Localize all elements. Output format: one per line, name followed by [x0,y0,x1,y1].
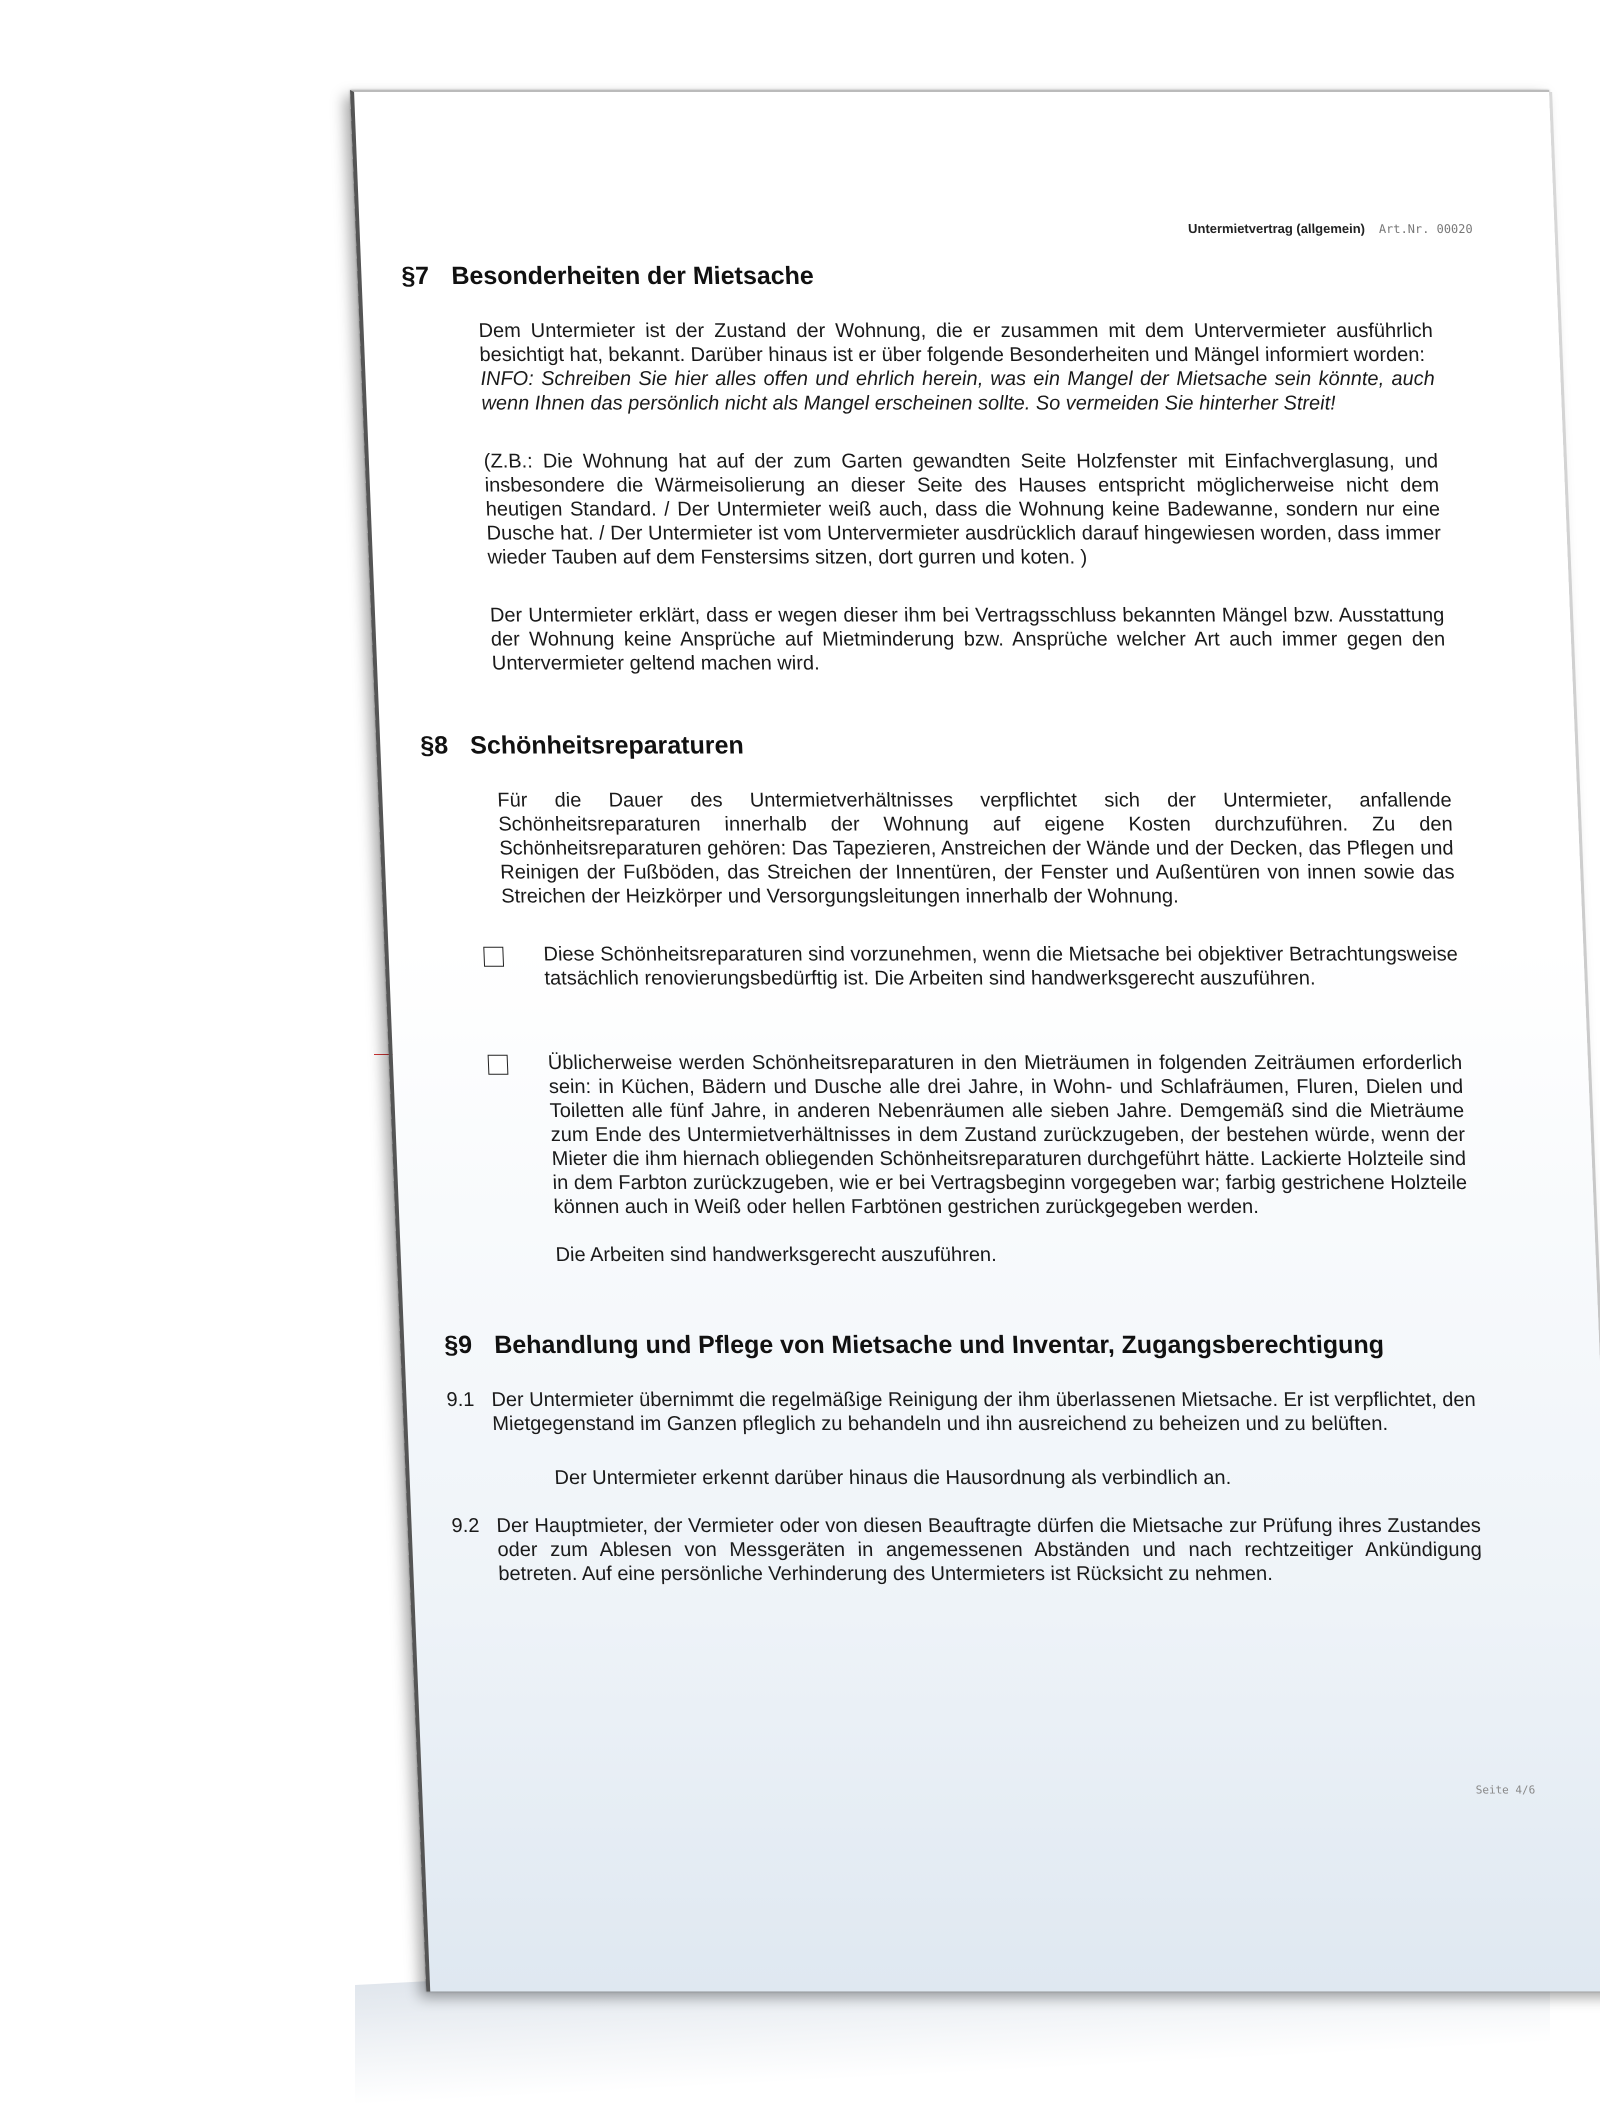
section-8-intro [497,789,1456,909]
section-7-declaration [489,603,1446,675]
section-8-option-2 [487,1051,1471,1291]
section-7-example [483,449,1442,569]
section-8-text: Für die Dauer des Untermietverhältnisses verpflichtet sich der Untermieter, anfallende Schönheitsreparaturen innerhalb der Wohnung auf eigene Kosten durchzuführen. Zu den Schönheitsreparaturen gehören: Das Tapezieren, Anstreichen der Wände und der Decken, das Pflegen und Reinigen der Fußböden, das Streichen der Innentüren, der Fenster und Außentüren von innen sowie das Streichen der Heizkörper und Versorgungsleitungen innerhalb der Wohnung. [496,789,1455,908]
document-body [401,262,1484,1610]
clause-9-2-body [496,1514,1483,1586]
option-1-text-block [543,943,1460,1015]
section-7-title: Besonderheiten der Mietsache [450,262,815,291]
clause-9-1-text: Der Untermieter übernimmt die regelmäßige Reinigung der ihm überlassenen Mietsache. Er ist verpflichtet, den Mietgegenstand im Ganzen pfleglich zu behandeln und ihn ausreichend zu beheizen und zu belüften. [491,1389,1477,1436]
clause-9-2-text: Der Hauptmieter, der Vermieter oder von diesen Beauftragte dürfen die Mietsache zur Prüfung ihres Zustandes oder zum Ablesen von Messgeräten in angemessenen Abständen und nach rechtzeitiger Ankündigung betreten. Auf eine persönliche Verhinderung des Untermieters ist Rücksicht zu nehmen. [496,1515,1483,1586]
section-7-intro [478,319,1436,415]
clause-9-1-note: Der Untermieter erkennt darüber hinaus die Hausordnung als verbindlich an. [554,1467,1232,1490]
section-7-info-note: INFO: Schreiben Sie hier alles offen und ehrlich herein, was ein Mangel der Mietsache sein könnte, auch wenn Ihnen das persönlich nicht als Mangel erscheinen sollte. So vermeiden Sie hinterher Streit! [480,368,1436,415]
section-7-example-text: (Z.B.: Die Wohnung hat auf der zum Garten gewandten Seite Holzfenster mit Einfachverglasung, und insbesondere die Wärmeisolierung an dieser Seite des Hauses entspricht möglicherweise nicht dem heutigen Standard. / Der Untermieter weiß auch, dass die Wohnung keine Badewanne, sondern nur eine Dusche hat. / Der Untermieter ist vom Untervermieter ausdrücklich darauf hingewiesen worden, dass immer wieder Tauben auf dem Fenstersims sitzen, dort gurren und koten. ) [483,450,1442,569]
document-page [350,90,1600,1992]
option-1-checkbox[interactable] [483,947,504,967]
clause-9-1-body [491,1388,1479,1490]
header-title: Untermietvertrag (allgemein) [1187,221,1366,237]
section-7-heading [401,262,1431,291]
section-8-heading [420,732,1450,761]
option-2-text: Üblicherweise werden Schönheitsreparaturen in den Mieträumen in folgenden Zeiträumen erforderlich sein: in Küchen, Bädern und Dusche alle drei Jahre, in Wohn- und Schlafräumen, Fluren, Dielen und Toiletten alle fünf Jahre, in anderen Nebenräumen alle sieben Jahre. Demgemäß sind die Mieträume zum Ende des Untermietverhältnisses in dem Zustand zurückzugeben, der bestehen würde, wenn der Mieter die ihm hiernach obliegenden Schönheitsreparaturen durchgeführt hätte. Lackierte Holzteile sind in dem Farbton zurückzugeben, wie er bei Vertragsbeginn vorgegeben war; farbig gestrichene Holzteile können auch in Weiß oder hellen Farbtönen gestrichen zurückgegeben werden. [547,1051,1468,1218]
section-7-declaration-text: Der Untermieter erklärt, dass er wegen dieser ihm bei Vertragsschluss bekannten Mängel bzw. Ausstattung der Wohnung keine Ansprüche auf Mietminderung bzw. Ansprüche welcher Art auch immer gegen den Untervermieter geltend machen wird. [489,604,1446,675]
section-9-heading [444,1331,1474,1360]
section-9-title: Behandlung und Pflege von Mietsache und Inventar, Zugangsberechtigung [493,1330,1385,1360]
option-2-note: Die Arbeiten sind handwerksgerecht auszuführen. [555,1243,998,1266]
section-8-number: §8 [419,731,449,760]
section-8-option-1 [483,943,1460,1015]
page-header [1188,220,1473,236]
section-9-number: §9 [443,1330,473,1360]
section-8-title: Schönheitsreparaturen [469,731,745,760]
option-2-text-block [547,1051,1471,1291]
page-wrapper [350,90,1600,1992]
clause-9-2 [451,1514,1483,1586]
clause-9-2-number: 9.2 [451,1515,480,1538]
page-number: Seite 4/6 [1475,1783,1536,1797]
option-2-checkbox[interactable] [488,1055,509,1075]
header-article-number: Art.Nr. 00020 [1378,222,1473,237]
clause-9-1-number: 9.1 [446,1389,475,1412]
section-7-number: §7 [400,262,430,291]
clause-9-1 [446,1388,1479,1490]
section-7-text: Dem Untermieter ist der Zustand der Wohnung, die er zusammen mit dem Untervermieter ausführlich besichtigt hat, bekannt. Darüber hinaus ist er über folgende Besonderheiten und Mängel informiert worden: [478,320,1434,367]
option-1-text: Diese Schönheitsreparaturen sind vorzunehmen, wenn die Mietsache bei objektiver Betrachtungsweise tatsächlich renovierungsbedürftig ist. Die Arbeiten sind handwerksgerecht auszuführen. [543,943,1459,990]
